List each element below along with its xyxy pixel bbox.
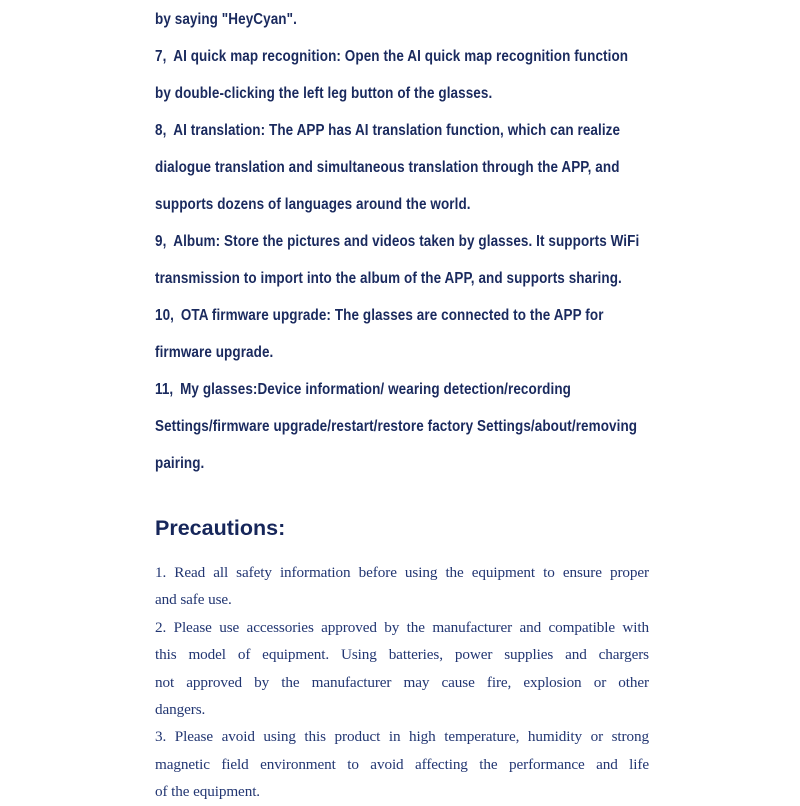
precaution-line: magnetic field environment to avoid affecting the performance and life bbox=[155, 755, 649, 773]
precautions-heading: Precautions: bbox=[155, 516, 286, 540]
precaution-line: dangers. bbox=[155, 700, 206, 718]
feature-line: transmission to import into the album of the APP, and supports sharing. bbox=[155, 270, 622, 287]
precaution-line: 1. Read all safety information before using the equipment to ensure proper bbox=[155, 564, 649, 581]
precaution-line: not approved by the manufacturer may cause fire, explosion or other bbox=[155, 673, 649, 691]
precaution-line: 2. Please use accessories approved by the manufacturer and compatible with bbox=[155, 618, 649, 636]
precaution-line: this model of equipment. Using batteries, power supplies and chargers bbox=[155, 646, 649, 664]
feature-line: dialogue translation and simultaneous translation through the APP, and bbox=[155, 159, 620, 176]
precaution-line: 3. Please avoid using this product in high temperature, humidity or strong bbox=[155, 728, 649, 746]
feature-line: 11, My glasses:Device information/ wearing detection/recording bbox=[155, 381, 571, 398]
feature-list bbox=[155, 1, 649, 482]
feature-line: 9, Album: Store the pictures and videos taken by glasses. It supports WiFi bbox=[155, 233, 640, 250]
precaution-line: of the equipment. bbox=[155, 783, 261, 801]
feature-line: Settings/firmware upgrade/restart/restore factory Settings/about/removing bbox=[155, 418, 638, 435]
feature-line: by double-clicking the left leg button of the glasses. bbox=[155, 85, 493, 102]
feature-line: 8, AI translation: The APP has AI translation function, which can realize bbox=[155, 122, 621, 139]
precaution-line: and safe use. bbox=[155, 591, 232, 609]
feature-line: 7, AI quick map recognition: Open the AI quick map recognition function bbox=[155, 48, 629, 65]
precautions-list bbox=[155, 559, 649, 806]
feature-line: pairing. bbox=[155, 455, 205, 472]
feature-line: supports dozens of languages around the world. bbox=[155, 196, 471, 213]
feature-line: firmware upgrade. bbox=[155, 344, 274, 361]
feature-line: 10, OTA firmware upgrade: The glasses are connected to the APP for bbox=[155, 307, 604, 324]
feature-line: by saying "HeyCyan". bbox=[155, 11, 297, 28]
